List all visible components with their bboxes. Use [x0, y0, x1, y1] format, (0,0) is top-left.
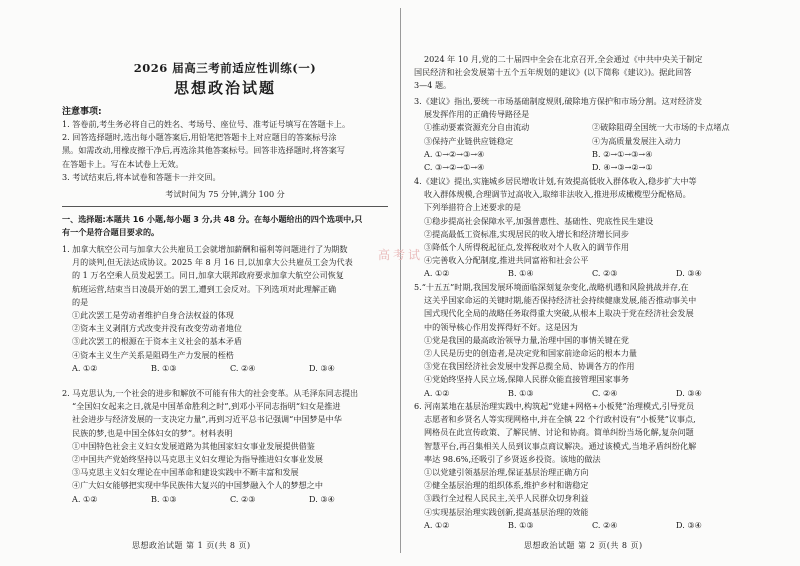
option-a: A. ①② — [72, 493, 98, 504]
statement-item: ①推动要素资源充分自由流动 — [424, 122, 530, 133]
option-c: C. ②③ — [230, 493, 256, 504]
question-text: 志愿者和乡贤名人等实现网格中,并在全镇 22 个行政村设有“小板凳”议事点, — [424, 414, 696, 425]
question-text: 国式现代化全局的战略任务取得重大突破,从根本上取决于党在经济社会发展 — [424, 308, 694, 319]
question-text: 4.《建议》提出,实施城乡居民增收计划,有效提高低收入群体收入,稳步扩大中等 — [414, 176, 697, 186]
option-b: B. ①③ — [151, 362, 177, 373]
statement-item: ④为高质量发展注入动力 — [592, 135, 682, 146]
statement-item: ③保持产业链供应链稳定 — [424, 135, 514, 146]
statement-item: ④完善收入分配制度,推进共同富裕和社会公平 — [424, 255, 589, 266]
watermark: 高考试 — [378, 248, 424, 262]
option-a: A. ①② — [424, 519, 450, 530]
option-d: D. ③④ — [676, 519, 702, 530]
statement-item: ①以党建引领基层治理,保证基层治理正确方向 — [424, 467, 589, 478]
option-b: B. ①④ — [508, 268, 534, 279]
question-text: 下列举措符合上述要求的是 — [424, 202, 522, 213]
question-text: 收入群体规模,合理调节过高收入,取缔非法收入,推进形成橄榄型分配格局。 — [424, 189, 691, 200]
question-text: 月的谈判,但无法达成协议。2025 年 8 月 16 日,以加拿大公共雇员工会为代表 — [72, 257, 353, 268]
statement-item: ④广大妇女能够把实现中华民族伟大复兴的中国梦融入个人的梦想之中 — [72, 480, 323, 491]
option-b: B. ②→①→③→④ — [592, 148, 653, 159]
notice-line: 黑。如需改动,用橡皮擦干净后,再选涂其他答案标号。回答非选择题时,将答案写 — [62, 145, 345, 156]
option-b: B. ①③ — [508, 519, 534, 530]
statement-row — [414, 135, 760, 148]
statement-item: ①此次罢工是劳动者维护自身合法权益的体现 — [72, 310, 234, 321]
question-text: 民族的梦,也是中国全体妇女的梦”。材料表明 — [72, 427, 233, 438]
statement-item: ④党始终坚持人民立场,保障人民群众能直接管理国家事务 — [424, 374, 629, 385]
option-c: C. ③→②→①→④ — [424, 162, 485, 173]
question-text: 率达 98.6%,还吸引了乡贤返乡投资。该地的做法 — [424, 453, 601, 464]
statement-item: ③降低个人所得税起征点,发挥税收对个人收入的调节作用 — [424, 242, 629, 253]
statement-item: ②健全基层治理的组织体系,维护乡村和谐稳定 — [424, 480, 589, 491]
option-a: A. ①② — [424, 268, 450, 279]
notice-heading: 注意事项: — [62, 107, 102, 117]
question-4 — [414, 175, 760, 281]
statement-item: ②中国共产党始终坚持以马克思主义妇女理论为指导推进妇女事业发展 — [72, 454, 323, 465]
exam-title: 2026 届高三考前适应性训练(一) — [133, 61, 317, 75]
option-a: A. ①② — [424, 387, 450, 398]
option-c: C. ②④ — [592, 519, 618, 530]
page-footer: 思想政治试题 第 1 页(共 8 页) — [132, 541, 251, 550]
material-intro — [414, 53, 760, 93]
option-a: A. ①→②→③→④ — [424, 148, 485, 159]
question-2 — [62, 387, 388, 506]
question-text: 社会进步与经济发展的一支决定力量”,再到习近平总书记强调“中国梦是中华 — [72, 414, 342, 425]
question-text: 2. 马克思认为,一个社会的进步和解放不可能有伟大的社会变革。从毛泽东同志提出 — [62, 388, 359, 398]
intro-text: 3—4 题。 — [414, 80, 452, 91]
question-text: 网格员在此宣传政策、了解民情、讨论和协商。简单纠纷当场化解,复杂问题 — [424, 427, 694, 438]
answer-options — [414, 519, 760, 532]
statement-item: ②破除阻碍全国统一大市场的卡点堵点 — [592, 122, 730, 133]
notice-line: 1. 答卷前,考生务必将自己的姓名、考场号、座位号、准考证号填写在答题卡上。 — [62, 119, 351, 129]
intro-text: 国民经济和社会发展第十五个五年规划的建议》(以下简称《建议》)。据此回答 — [414, 67, 692, 78]
question-text: 航班运营,结束当日凌晨开始的罢工,遭到工会反对。下列选项对此理解正确 — [72, 283, 337, 294]
answer-options — [414, 387, 760, 400]
notice-line: 3. 考试结束后,将本试卷和答题卡一并交回。 — [62, 171, 221, 182]
option-c: C. ②④ — [592, 387, 618, 398]
statement-item: ①中国特色社会主义妇女发展道路为其他国家妇女事业发展提供借鉴 — [72, 440, 315, 451]
answer-options — [414, 267, 760, 280]
statement-row — [414, 121, 760, 134]
answer-options — [62, 362, 388, 375]
option-d: D. ③④ — [676, 387, 702, 398]
question-text: “全国妇女起来之日,就是中国革命胜利之时”,到邓小平同志指明“妇女是推进 — [72, 401, 341, 412]
statement-item: ④资本主义生产关系是阻碍生产力发展的桎梏 — [72, 349, 234, 360]
option-a: A. ①② — [72, 362, 98, 373]
statement-item: ③此次罢工的根源在于资本主义社会的基本矛盾 — [72, 336, 242, 347]
statement-item: ③马克思主义妇女理论在中国革命和建设实践中不断丰富和发展 — [72, 467, 299, 478]
question-text: 这关乎国家命运的关键时期,能否保持经济社会持续健康发展,能否推动事关中 — [424, 295, 697, 306]
question-6 — [414, 400, 760, 532]
option-b: B. ①③ — [151, 493, 177, 504]
page-divider — [400, 8, 401, 553]
statement-item: ③践行全过程人民民主,关乎人民群众切身利益 — [424, 493, 589, 504]
statement-item: ①党是我国的最高政治领导力量,治理中国的事情关键在党 — [424, 334, 629, 345]
statement-item: ②提高最低工资标准,实现居民的收入增长和经济增长同步 — [424, 228, 629, 239]
section-header — [62, 213, 388, 239]
page-footer: 思想政治试题 第 2 页(共 8 页) — [524, 541, 643, 550]
question-text: 中的领导核心作用发挥得好不好。这是因为 — [424, 321, 578, 332]
section-instructions: 一、选择题:本题共 16 小题,每小题 3 分,共 48 分。在每小题给出的四个选项中,只 — [62, 214, 363, 224]
question-5 — [414, 281, 760, 400]
question-text: 展发挥作用的正确传导路径是 — [424, 109, 530, 120]
notice-line: 2. 回答选择题时,选出每小题答案后,用铅笔把答题卡上对应题目的答案标号涂 — [62, 132, 337, 143]
option-b: B. ①③ — [508, 387, 534, 398]
intro-text: 2024 年 10 月,党的二十届四中全会在北京召开,全会通过《中共中央关于制定 — [424, 54, 703, 64]
option-d: D. ③④ — [309, 362, 335, 373]
question-text: 5.“十五五”时期,我国发展环境面临深刻复杂变化,战略机遇和风险挑战并存,在 — [414, 282, 689, 292]
notice-list — [62, 118, 388, 184]
subject-title: 思想政治试题 — [173, 79, 276, 97]
statement-item: ④实现基层治理实践创新,提高基层治理的效能 — [424, 506, 589, 517]
statement-item: ③党在我国经济社会发展中发挥总揽全局、协调各方的作用 — [424, 361, 635, 372]
time-info-text: 考试时间为 75 分钟,满分 100 分 — [165, 189, 285, 199]
time-info — [62, 188, 388, 201]
question-text: 的是 — [72, 296, 89, 307]
option-d: D. ③④ — [309, 493, 335, 504]
question-1 — [62, 243, 388, 375]
section-instructions: 有一个是符合题目要求的。 — [62, 227, 160, 238]
question-text: 3.《建议》指出,要统一市场基础制度规则,破除地方保护和市场分割。这对经济发 — [414, 96, 703, 106]
answer-options — [414, 148, 760, 161]
option-c: C. ②③ — [592, 268, 618, 279]
statement-item: ②人民是历史的创造者,是决定党和国家前途命运的根本力量 — [424, 348, 638, 359]
question-text: 1. 加拿大航空公司与加拿大公共雇员工会就增加薪酬和福利等问题进行了为期数 — [62, 244, 348, 254]
question-3 — [414, 95, 760, 174]
option-d: D. ③④ — [676, 268, 702, 279]
answer-options — [62, 493, 388, 506]
statement-item: ②资本主义剥削方式改变并没有改变劳动者地位 — [72, 323, 242, 334]
option-d: D. ④→③→②→① — [592, 162, 653, 173]
option-c: C. ②④ — [230, 362, 256, 373]
question-text: 智慧平台,再召集相关人员到议事点商议解决。通过该模式,当地矛盾纠纷化解 — [424, 440, 697, 451]
header-rule — [62, 206, 388, 207]
question-text: 的 1 万名空乘人员发起罢工。同日,加拿大联邦政府要求加拿大航空公司恢复 — [72, 270, 344, 281]
notice-line: 在答题卡上。写在本试卷上无效。 — [62, 158, 184, 169]
statement-item: ①稳步提高社会保障水平,加强普惠性、基础性、兜底性民生建设 — [424, 215, 654, 226]
question-text: 6. 河南某地在基层治理实践中,构筑起“党建+网格+小板凳”治理模式,引导党员 — [414, 401, 695, 411]
answer-options — [414, 161, 760, 174]
